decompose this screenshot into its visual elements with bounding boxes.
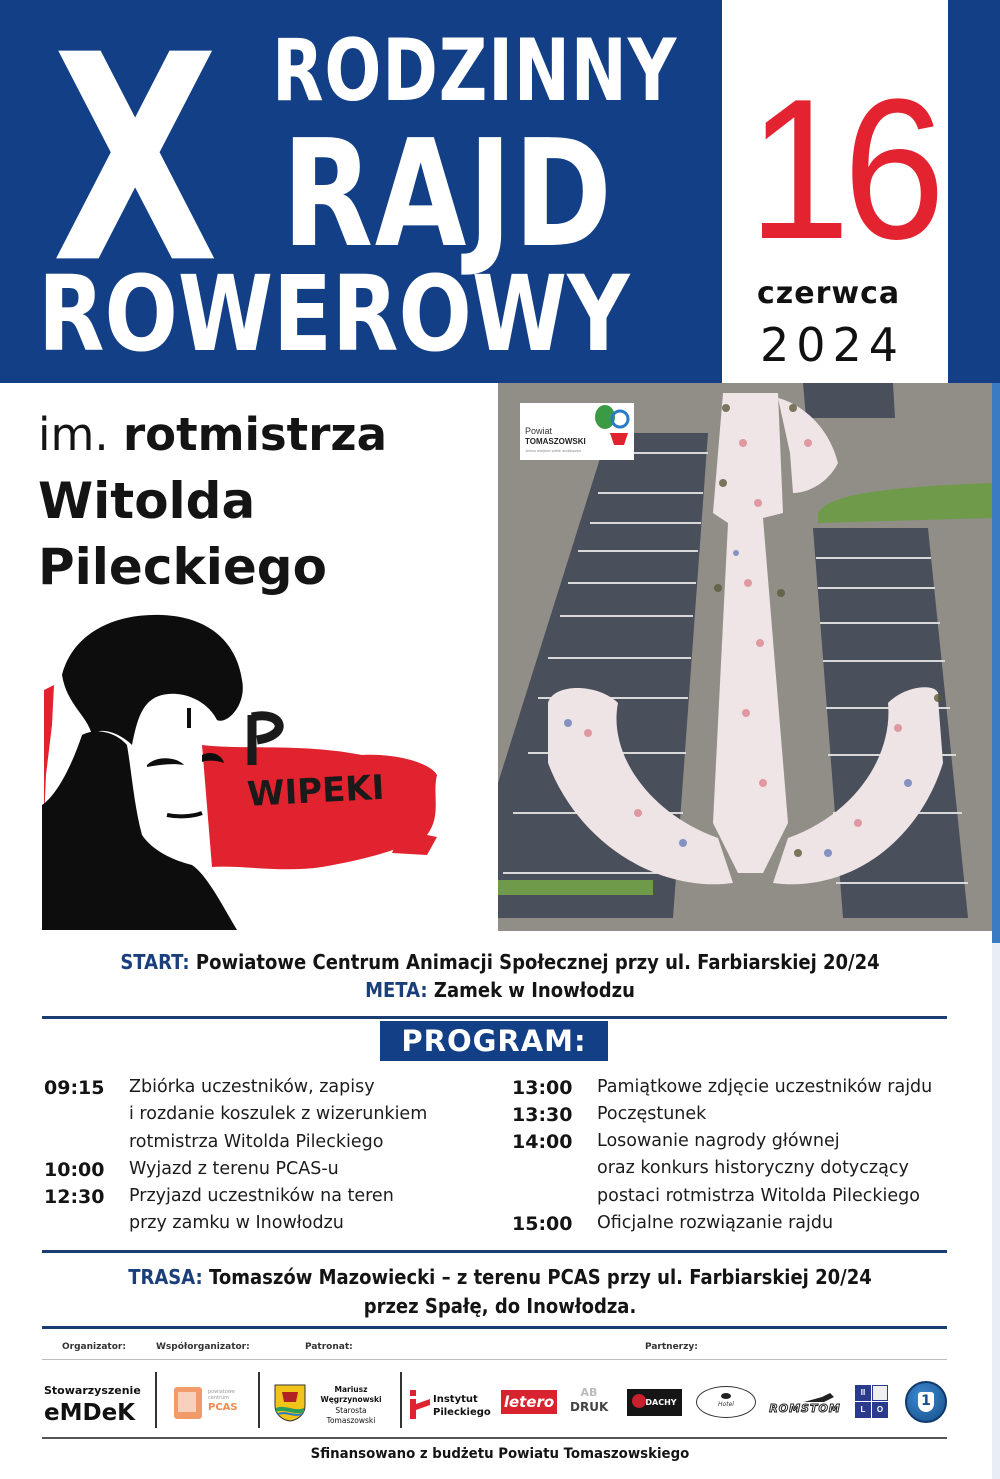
program-time: 14:00 (512, 1131, 573, 1153)
anchor-aerial-photo (498, 383, 992, 931)
patron-prefix: im. (38, 408, 109, 461)
divider-trasa-bottom (42, 1326, 947, 1329)
coat-of-arms-icon (274, 1384, 306, 1422)
start-info (50, 952, 950, 972)
patron-line-1 (38, 408, 387, 461)
iilo-cell (872, 1385, 888, 1401)
svg-text:powiatowe: powiatowe (208, 1389, 235, 1395)
program-desc (597, 1074, 932, 1101)
program-desc-line: oraz konkurs historyczny dotyczący (597, 1158, 909, 1179)
partner-luxdachy-logo (627, 1389, 682, 1416)
partner-luxdachy-text: DACHY (645, 1398, 677, 1407)
program-time: 13:00 (512, 1077, 573, 1099)
aerial-photo-illustration (498, 383, 992, 931)
event-day: 16 (748, 58, 938, 281)
title-rajd: RAJD (282, 108, 614, 280)
event-year: 2024 (760, 318, 906, 372)
header-right-strip (948, 0, 1000, 383)
svg-text:centrum: centrum (208, 1395, 230, 1401)
partner-badge-logo (905, 1381, 947, 1423)
pcas-logo (172, 1383, 244, 1423)
program-desc-line: Oficjalne rozwiązanie rajdu (597, 1213, 834, 1233)
partner-abdruk-ab: AB (580, 1386, 598, 1399)
program-desc-line: rotmistrza Witolda Pileckiego (129, 1131, 384, 1152)
divider-program-top (42, 1016, 947, 1019)
patron-title-line2: Tomaszowski (326, 1416, 376, 1425)
title-rowerowy: ROWEROWY (38, 253, 630, 375)
photo-right-border (992, 383, 1000, 943)
partner-romstom-logo (764, 1393, 846, 1417)
powiat-logo-line2: TOMASZOWSKI (525, 437, 586, 446)
finish-label: META: (365, 978, 428, 1002)
program-desc (597, 1128, 920, 1210)
patronage-label: Patronat: (305, 1342, 353, 1352)
powiat-logo-line1: Powiat (525, 426, 553, 436)
partner-instytut-line1: Instytut (433, 1394, 478, 1405)
sponsor-separator (258, 1372, 260, 1428)
partner-instytut-line2: Pileckiego (433, 1407, 491, 1418)
divider-footer (42, 1437, 947, 1439)
program-desc (597, 1101, 706, 1128)
powiat-logo-tagline: Jedno miejsce wiele możliwości (525, 448, 582, 453)
patron-name-line2: Węgrzynowski (320, 1395, 382, 1404)
partners-label: Partnerzy: (645, 1342, 698, 1352)
organizer-label: Organizator: (62, 1342, 126, 1352)
partner-hotel-logo (696, 1386, 756, 1418)
title-rodzinny: RODZINNY (272, 21, 678, 121)
start-value: Powiatowe Centrum Animacji Społecznej przy ul. Farbiarskiej 20/24 (195, 950, 880, 974)
patron-name-line1: Mariusz (334, 1385, 368, 1394)
co-organizer-label: Współorganizator: (156, 1342, 250, 1352)
program-time: 10:00 (44, 1159, 105, 1181)
program-desc-line: Losowanie nagrody głównej (597, 1131, 840, 1151)
pilecki-signature: WIPEKI (246, 767, 386, 815)
event-month: czerwca (757, 276, 901, 311)
program-desc-line: i rozdanie koszulek z wizerunkiem (129, 1104, 428, 1125)
program-desc (129, 1156, 339, 1183)
program-desc-line: przy zamku w Inowłodzu (129, 1213, 344, 1234)
organizer-name-line2: eMDeK (44, 1400, 136, 1426)
portrait-hair (62, 615, 243, 745)
divider-sponsor-labels (42, 1359, 947, 1360)
patron-rank: rotmistrza (122, 408, 387, 461)
partner-abdruk-text: DRUK (570, 1400, 609, 1414)
program-desc (129, 1183, 394, 1238)
program-desc-line: Przyjazd uczestników na teren (129, 1186, 394, 1206)
program-heading: PROGRAM: (380, 1021, 608, 1061)
organizer-name-line1: Stowarzyszenie (44, 1384, 141, 1397)
program-desc-line: Wyjazd z terenu PCAS-u (129, 1159, 339, 1179)
iilo-cell: O (872, 1402, 888, 1418)
program-time: 09:15 (44, 1077, 105, 1099)
start-label: START: (120, 950, 190, 974)
partner-badge-number: 1 (921, 1393, 931, 1409)
iilo-cell: II (855, 1385, 871, 1401)
program-desc-line: Zbiórka uczestników, zapisy (129, 1077, 375, 1097)
partner-iilo-logo (855, 1385, 889, 1419)
program-desc-line: Pamiątkowe zdjęcie uczestników rajdu (597, 1077, 933, 1097)
trasa-value-1: Tomaszów Mazowiecki – z terenu PCAS przy ul. Farbiarskiej 20/24 (208, 1265, 872, 1289)
patron-title-line1: Starosta (335, 1406, 367, 1415)
program-time: 12:30 (44, 1186, 105, 1208)
sponsor-separator (155, 1372, 157, 1428)
program-desc (597, 1210, 833, 1237)
instytut-pileckiego-icon (409, 1390, 431, 1420)
divider-trasa-top (42, 1250, 947, 1253)
partner-letero-logo (501, 1390, 557, 1414)
patron-last-name: Pileckiego (38, 538, 327, 596)
trasa-line-1 (50, 1267, 950, 1287)
finish-info (50, 980, 950, 1000)
sponsor-separator (400, 1372, 402, 1428)
partner-abdruk-logo (570, 1386, 608, 1416)
edition-number: X (52, 0, 215, 326)
svg-text:PCAS: PCAS (208, 1402, 238, 1413)
partner-romstom-text: ROMSTOM (769, 1402, 841, 1415)
program-time: 15:00 (512, 1213, 573, 1235)
pilecki-portrait-image (42, 605, 492, 930)
hotel-emblem-icon (721, 1393, 731, 1399)
iilo-cell: L (855, 1402, 871, 1418)
powiat-tomaszowski-logo (520, 403, 634, 460)
program-desc-line: Poczęstunek (597, 1104, 707, 1124)
trasa-line-2: przez Spałę, do Inowłodza. (363, 1294, 637, 1318)
finish-value: Zamek w Inowłodzu (433, 978, 635, 1002)
program-desc-line: postaci rotmistrza Witolda Pileckiego (597, 1185, 920, 1206)
patron-first-name: Witolda (38, 472, 256, 530)
partner-letero-text: letero (503, 1393, 555, 1411)
program-time: 13:30 (512, 1104, 573, 1126)
funding-footer: Sfinansowano z budżetu Powiatu Tomaszowskiego (310, 1446, 690, 1462)
trasa-label: TRASA: (128, 1265, 203, 1289)
partner-hotel-text: Hotel (718, 1401, 734, 1408)
program-desc (129, 1074, 427, 1156)
